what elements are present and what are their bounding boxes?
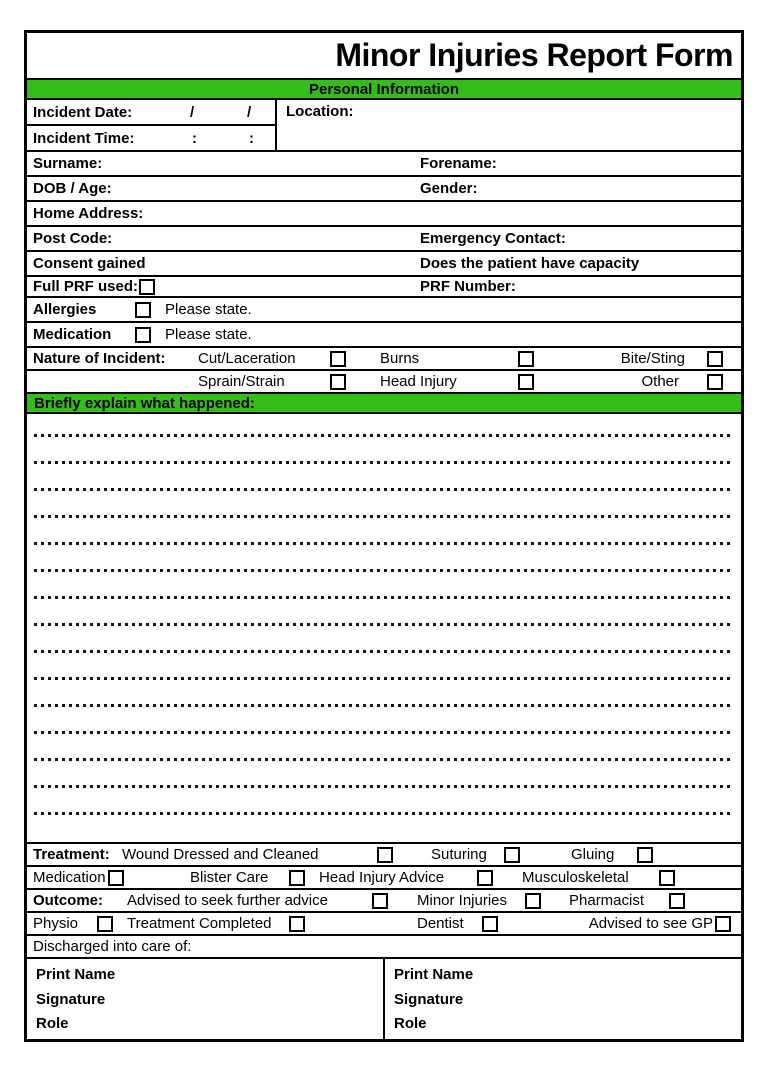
- option-bite-sting: Bite/Sting: [620, 350, 685, 367]
- print-name-label: Print Name: [394, 966, 474, 983]
- cb-medication[interactable]: [135, 327, 151, 343]
- option-cut-laceration: Cut/Laceration: [198, 350, 296, 367]
- cb-treatment-completed[interactable]: [289, 916, 305, 932]
- form-title: Minor Injuries Report Form: [27, 33, 741, 80]
- cb-cut-laceration[interactable]: [330, 351, 346, 367]
- role-label: Role: [36, 1015, 69, 1032]
- option-treatment-medication: Medication: [33, 869, 106, 886]
- cb-wound-dressed[interactable]: [377, 847, 393, 863]
- date-separator: /: [190, 103, 195, 121]
- explanation-header: Briefly explain what happened:: [27, 394, 741, 414]
- post-code-label: Post Code:: [33, 230, 113, 247]
- postcode-emergency-row[interactable]: [27, 227, 741, 252]
- discharged-row[interactable]: [27, 936, 741, 959]
- nature-row-2: [27, 371, 741, 394]
- writing-line: [34, 704, 734, 707]
- date-separator: /: [247, 103, 252, 121]
- incident-date-label: Incident Date:: [33, 103, 133, 121]
- cb-minor-injuries[interactable]: [525, 893, 541, 909]
- surname-label: Surname:: [33, 155, 103, 172]
- signature-label: Signature: [36, 990, 106, 1008]
- forename-label: Forename:: [420, 155, 497, 172]
- surname-forename-row[interactable]: [27, 152, 741, 177]
- cb-musculoskeletal[interactable]: [659, 870, 675, 886]
- option-physio: Physio: [33, 915, 79, 932]
- dob-gender-row[interactable]: [27, 177, 741, 202]
- consent-capacity-row[interactable]: [27, 252, 741, 277]
- cb-advised-further-advice[interactable]: [372, 893, 388, 909]
- allergies-note: Please state.: [165, 301, 252, 318]
- cb-advised-see-gp[interactable]: [715, 916, 731, 932]
- explanation-writing-area[interactable]: [27, 434, 741, 844]
- incident-section: [27, 100, 741, 152]
- signoff-section: [27, 959, 741, 1039]
- writing-line: [34, 731, 734, 734]
- signoff-column-right[interactable]: [385, 959, 741, 1039]
- signature-label: Signature: [394, 990, 464, 1008]
- full-prf-label: Full PRF used:: [33, 278, 138, 295]
- cb-other[interactable]: [707, 374, 723, 390]
- cb-treatment-medication[interactable]: [108, 870, 124, 886]
- treatment-row-1: [27, 844, 741, 867]
- outcome-row-1: [27, 890, 741, 913]
- option-wound-dressed: Wound Dressed and Cleaned: [122, 846, 319, 863]
- location-cell[interactable]: [277, 100, 741, 150]
- option-other: Other: [641, 373, 679, 390]
- outcome-row-2: [27, 913, 741, 936]
- writing-line: [34, 596, 734, 599]
- option-burns: Burns: [380, 350, 420, 367]
- cb-gluing[interactable]: [637, 847, 653, 863]
- cb-burns[interactable]: [518, 351, 534, 367]
- writing-line: [34, 488, 734, 491]
- allergies-row: [27, 298, 741, 323]
- prf-number-label: PRF Number:: [420, 278, 516, 295]
- cb-bite-sting[interactable]: [707, 351, 723, 367]
- option-suturing: Suturing: [431, 846, 487, 863]
- writing-line: [34, 785, 734, 788]
- location-label: Location:: [286, 103, 354, 120]
- writing-line: [34, 569, 734, 572]
- incident-date-row[interactable]: [27, 100, 275, 126]
- role-label: Role: [394, 1015, 427, 1032]
- home-address-label: Home Address:: [33, 205, 144, 222]
- writing-line: [34, 812, 734, 815]
- writing-line: [34, 515, 734, 518]
- prf-row: [27, 277, 741, 298]
- minor-injuries-report-form: [24, 30, 744, 1042]
- writing-line: [34, 677, 734, 680]
- cb-allergies[interactable]: [135, 302, 151, 318]
- option-advised-further-advice: Advised to seek further advice: [127, 892, 328, 909]
- nature-label: Nature of Incident:: [33, 350, 166, 367]
- signoff-column-left[interactable]: [27, 959, 385, 1039]
- incident-time-row[interactable]: [27, 126, 275, 150]
- option-blister-care: Blister Care: [190, 869, 269, 886]
- cb-suturing[interactable]: [504, 847, 520, 863]
- emergency-contact-label: Emergency Contact:: [420, 230, 566, 247]
- option-minor-injuries: Minor Injuries: [417, 892, 508, 909]
- treatment-label: Treatment:: [33, 846, 110, 863]
- option-advised-see-gp: Advised to see GP: [588, 915, 713, 932]
- option-gluing: Gluing: [571, 846, 615, 863]
- time-separator: :: [249, 129, 254, 147]
- nature-row-1: [27, 348, 741, 371]
- allergies-label: Allergies: [33, 301, 97, 318]
- medication-note: Please state.: [165, 326, 252, 343]
- consent-label: Consent gained: [33, 255, 146, 272]
- treatment-row-2: [27, 867, 741, 890]
- writing-line: [34, 542, 734, 545]
- time-separator: :: [192, 129, 197, 147]
- dob-age-label: DOB / Age:: [33, 180, 112, 197]
- option-dentist: Dentist: [417, 915, 464, 932]
- option-treatment-completed: Treatment Completed: [127, 915, 272, 932]
- writing-line: [34, 461, 734, 464]
- medication-row: [27, 323, 741, 348]
- writing-line: [34, 650, 734, 653]
- outcome-label: Outcome:: [33, 892, 104, 909]
- cb-head-injury-advice[interactable]: [477, 870, 493, 886]
- incident-time-label: Incident Time:: [33, 129, 135, 147]
- option-head-injury-advice: Head Injury Advice: [319, 869, 445, 886]
- option-musculoskeletal: Musculoskeletal: [522, 869, 629, 886]
- cb-sprain-strain[interactable]: [330, 374, 346, 390]
- home-address-row[interactable]: [27, 202, 741, 227]
- cb-dentist[interactable]: [482, 916, 498, 932]
- discharged-label: Discharged into care of:: [33, 938, 192, 955]
- cb-blister-care[interactable]: [289, 870, 305, 886]
- print-name-label: Print Name: [36, 966, 116, 983]
- medication-label: Medication: [33, 326, 112, 343]
- incident-datetime-cell: [27, 100, 277, 150]
- option-sprain-strain: Sprain/Strain: [198, 373, 285, 390]
- option-pharmacist: Pharmacist: [569, 892, 645, 909]
- option-head-injury: Head Injury: [380, 373, 457, 390]
- cb-physio[interactable]: [97, 916, 113, 932]
- personal-information-header: Personal Information: [27, 80, 741, 100]
- writing-line: [34, 758, 734, 761]
- capacity-label: Does the patient have capacity: [420, 255, 640, 272]
- cb-full-prf[interactable]: [139, 279, 155, 295]
- gender-label: Gender:: [420, 180, 478, 197]
- cb-pharmacist[interactable]: [669, 893, 685, 909]
- writing-line: [34, 434, 734, 437]
- cb-head-injury[interactable]: [518, 374, 534, 390]
- writing-line: [34, 623, 734, 626]
